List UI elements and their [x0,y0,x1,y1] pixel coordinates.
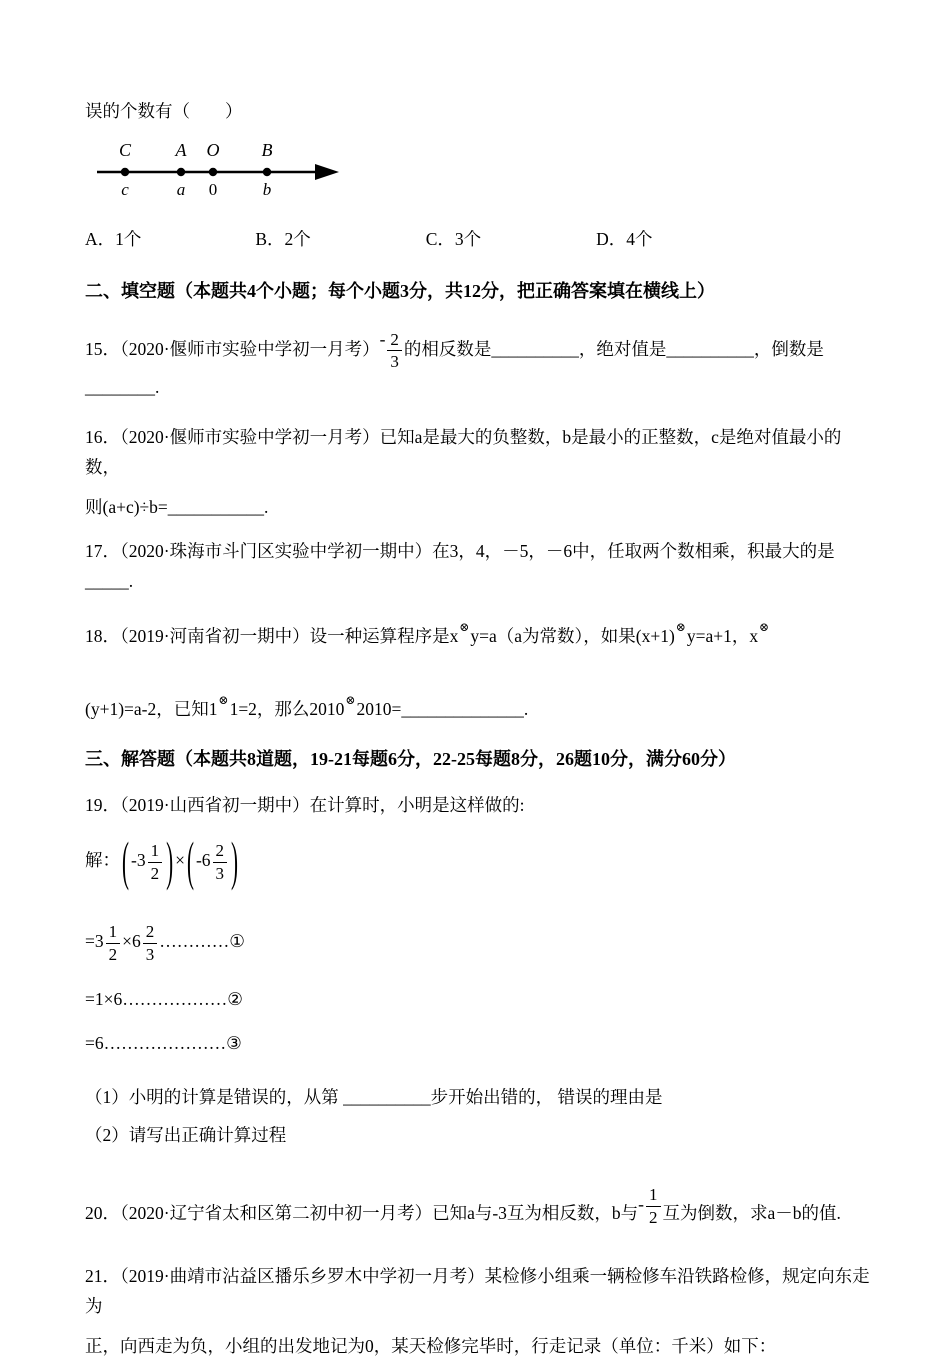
left-paren: ( [186,830,194,892]
question-18-line2 [85,685,870,724]
label-b: b [262,180,272,199]
option-c: C．3个 [425,229,482,249]
fraction-1-2 [106,922,121,964]
fraction-2-3 [143,922,158,964]
fraction-denominator: 3 [387,350,402,372]
fraction-2-3 [213,841,228,883]
label-O: O [206,140,220,160]
fraction-1-2 [148,841,163,883]
step1-times: ×6 [122,931,141,952]
point-a-dot [177,168,185,176]
minus-sign: - [379,329,386,349]
label-A: A [175,140,187,160]
question-21-line2: 正，向西走为负，小组的出发地记为0，某天检修完毕时，行走记录（单位：千米）如下： [85,1336,777,1357]
fraction-denominator: 2 [148,862,163,884]
label-a: a [176,180,186,199]
point-o-dot [209,168,217,176]
circled-times-operator: ⊗ [759,620,770,635]
label-0: 0 [208,180,218,199]
circled-times-operator: ⊗ [675,620,686,635]
fraction-numerator: 1 [150,840,160,860]
question-19-step-3: =6…………………③ [85,1033,242,1054]
point-b-dot [263,168,271,176]
question-15-prefix: 15．（2020·偃师市实验中学初一月考） [85,339,380,359]
fraction-denominator: 2 [106,943,121,965]
circled-times-operator: ⊗ [459,620,470,635]
question-21-line1: 21．（2019·曲靖市沾益区播乐乡罗木中学初一月考）某检修小组乘一辆检修车沿铁路检修，规定向东走为 [85,1266,870,1317]
question-14-tail: 误的个数有（ ） [85,101,243,121]
number-line-figure [95,140,870,200]
step1-dots: …………① [159,931,245,952]
fraction-denominator: 3 [143,943,158,965]
circled-times-operator: ⊗ [218,693,229,708]
q18-text-6: 2010=______________. [356,699,529,720]
question-15-suffix: 的相反数是__________，绝对值是__________，倒数是________. [85,339,824,398]
q18-text-1: 18．（2019·河南省初一期中）设一种运算程序是x [85,626,459,647]
answer-options-row [85,224,870,254]
question-16-line1: 16．（2020·偃师市实验中学初一月考）已知a是最大的负整数，b是最小的正整数，c是绝对值最小的数， [85,427,842,478]
number-line-svg [95,140,345,200]
question-17: 17．（2020·珠海市斗门区实验中学初一期中）在3，4，－5，－6中，任取两个数相乘，积最大的是_____. [85,541,835,592]
question-19-intro: 19．（2019·山西省初一期中）在计算时，小明是这样做的: [85,795,525,816]
section-3-heading: 三、解答题（本题共8道题，19-21每题6分，22-25每题8分，26题10分，满分60分） [85,749,736,770]
q18-text-4: (y+1)=a-2，已知1 [85,699,218,720]
question-19-sub-2: （2）请写出正确计算过程 [85,1125,287,1146]
question-19-step-2: =1×6………………② [85,989,243,1010]
label-C: C [118,140,132,160]
right-paren: ) [166,830,174,892]
option-a: A．1个 [85,229,142,249]
fraction-numerator: 1 [108,921,118,941]
option-d: D．4个 [596,229,653,249]
question-19-step-1 [85,914,870,968]
fraction-denominator: 3 [213,862,228,884]
question-16 [85,422,870,522]
question-16-line2: 则(a+c)÷b=___________. [85,497,269,518]
fraction-numerator: 1 [649,1184,658,1204]
arrow-right-icon [315,164,339,180]
step1-equals: =3 [85,931,104,952]
fraction-numerator: 2 [145,921,155,941]
q18-text-3: y=a+1，x [686,626,759,647]
section-2-heading: 二、填空题（本题共4个小题；每个小题3分，共12分，把正确答案填在横线上） [85,281,715,301]
fraction-numerator: 2 [390,329,399,349]
question-20 [85,1176,870,1241]
fraction-denominator: 2 [646,1206,661,1228]
minus-sign: - [638,1194,644,1215]
circled-times-operator: ⊗ [345,693,356,708]
fraction-numerator: 2 [215,840,225,860]
integer-part-1: -3 [131,850,146,871]
question-15 [85,324,870,402]
label-c: c [121,180,129,199]
question-19-expression [85,828,870,892]
times-sign: × [175,850,185,871]
integer-part-2: -6 [195,850,211,871]
solution-label: 解： [85,850,120,871]
question-18 [85,612,870,724]
q18-text-2: y=a（a为常数），如果(x+1) [470,626,675,647]
right-paren: ) [231,830,239,892]
question-19-sub-1: （1）小明的计算是错误的，从第 __________步开始出错的， 错误的理由是 [85,1087,663,1108]
question-21 [85,1261,870,1361]
question-20-text-2: 互为倒数，求a－b的值. [662,1203,841,1224]
question-18-line1 [85,612,870,651]
raised-fraction-group [638,1176,662,1232]
fraction-2-3 [387,330,402,372]
label-B: B [261,140,273,160]
point-c-dot [121,168,129,176]
option-b: B．2个 [255,229,311,249]
left-paren: ( [122,830,129,892]
question-20-text-1: 20．（2020·辽宁省太和区第二初中初一月考）已知a与-3互为相反数，b与 [85,1203,639,1224]
q18-text-5: 1=2，那么2010 [229,699,345,720]
fraction-1-2 [646,1185,661,1227]
